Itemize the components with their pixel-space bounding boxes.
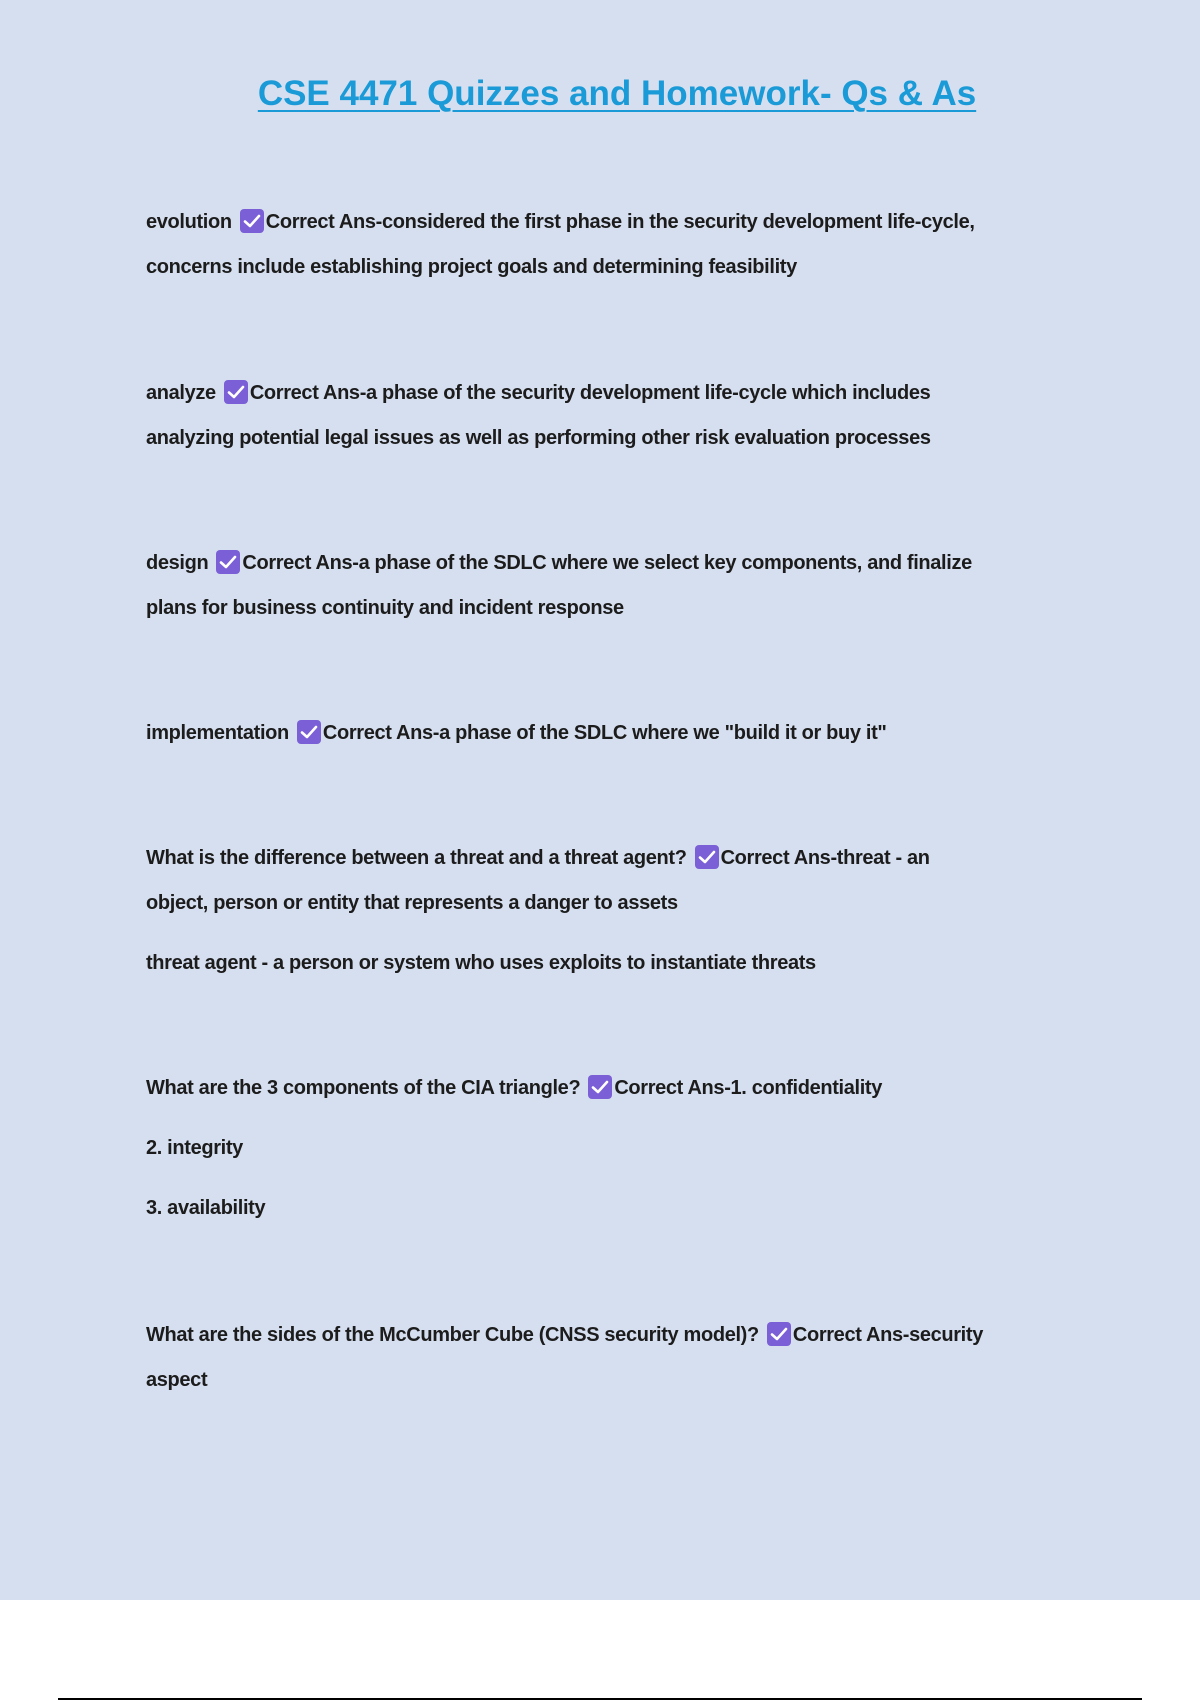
- answer-continuation: concerns include establishing project goals and determining feasibility: [146, 256, 797, 278]
- answer-prefix: Correct Ans-: [322, 722, 440, 744]
- answer-continuation: plans for business continuity and incident response: [146, 597, 624, 619]
- answer-prefix: Correct Ans-: [242, 552, 359, 574]
- checkbox-checked-icon: [695, 845, 719, 869]
- answer-text: considered the first phase in the security development life-cycle,: [381, 211, 975, 233]
- question-text: evolution: [146, 211, 232, 233]
- question-text: design: [146, 552, 209, 574]
- answer-prefix: Correct Ans-: [720, 847, 837, 869]
- qa-first-line: [146, 200, 1066, 245]
- checkbox-checked-icon: [240, 209, 264, 233]
- answer-text: 1. confidentiality: [730, 1077, 883, 1099]
- qa-entry: [146, 836, 1066, 986]
- qa-entry: [146, 200, 1066, 290]
- checkbox-checked-icon: [224, 380, 248, 404]
- answer-prefix: Correct Ans-: [792, 1324, 910, 1346]
- checkbox-checked-icon: [216, 550, 240, 574]
- answer-continuation: object, person or entity that represents a danger to assets: [146, 892, 678, 914]
- qa-entry: [146, 371, 1066, 461]
- question-text: What is the difference between a threat and a threat agent?: [146, 847, 687, 869]
- answer-extra-line: threat agent - a person or system who uses exploits to instantiate threats: [146, 952, 816, 974]
- checkbox-checked-icon: [297, 720, 321, 744]
- answer-text: a phase of the SDLC where we select key components, and finalize: [358, 552, 972, 574]
- qa-entry: [146, 541, 1066, 631]
- answer-prefix: Correct Ans-: [614, 1077, 731, 1099]
- qa-first-line: [146, 541, 1066, 586]
- qa-entry: [146, 1313, 1066, 1403]
- checkbox-checked-icon: [767, 1322, 791, 1346]
- qa-entry: [146, 711, 1066, 756]
- document-title: CSE 4471 Quizzes and Homework- Qs & As: [257, 74, 977, 113]
- question-text: analyze: [146, 382, 216, 404]
- qa-first-line: [146, 836, 1066, 881]
- qa-entry: [146, 1066, 1066, 1231]
- answer-continuation: aspect: [146, 1369, 208, 1391]
- checkbox-checked-icon: [588, 1075, 612, 1099]
- answer-prefix: Correct Ans-: [249, 382, 367, 404]
- question-text: implementation: [146, 722, 289, 744]
- qa-first-line: [146, 371, 1066, 416]
- answer-extra-line: 2. integrity: [146, 1137, 243, 1159]
- qa-first-line: [146, 1066, 1066, 1111]
- answer-text: a phase of the security development life-cycle which includes: [366, 382, 931, 404]
- question-text: What are the 3 components of the CIA triangle?: [146, 1077, 581, 1099]
- question-text: What are the sides of the McCumber Cube (CNSS security model)?: [146, 1324, 759, 1346]
- answer-text: security: [909, 1324, 983, 1346]
- answer-text: threat - an: [836, 847, 930, 869]
- qa-first-line: [146, 711, 1066, 756]
- answer-extra-line: 3. availability: [146, 1197, 266, 1219]
- answer-continuation: analyzing potential legal issues as well as performing other risk evaluation processes: [146, 427, 931, 449]
- answer-text: a phase of the SDLC where we "build it or buy it": [439, 722, 887, 744]
- answer-prefix: Correct Ans-: [265, 211, 382, 233]
- qa-first-line: [146, 1313, 1066, 1358]
